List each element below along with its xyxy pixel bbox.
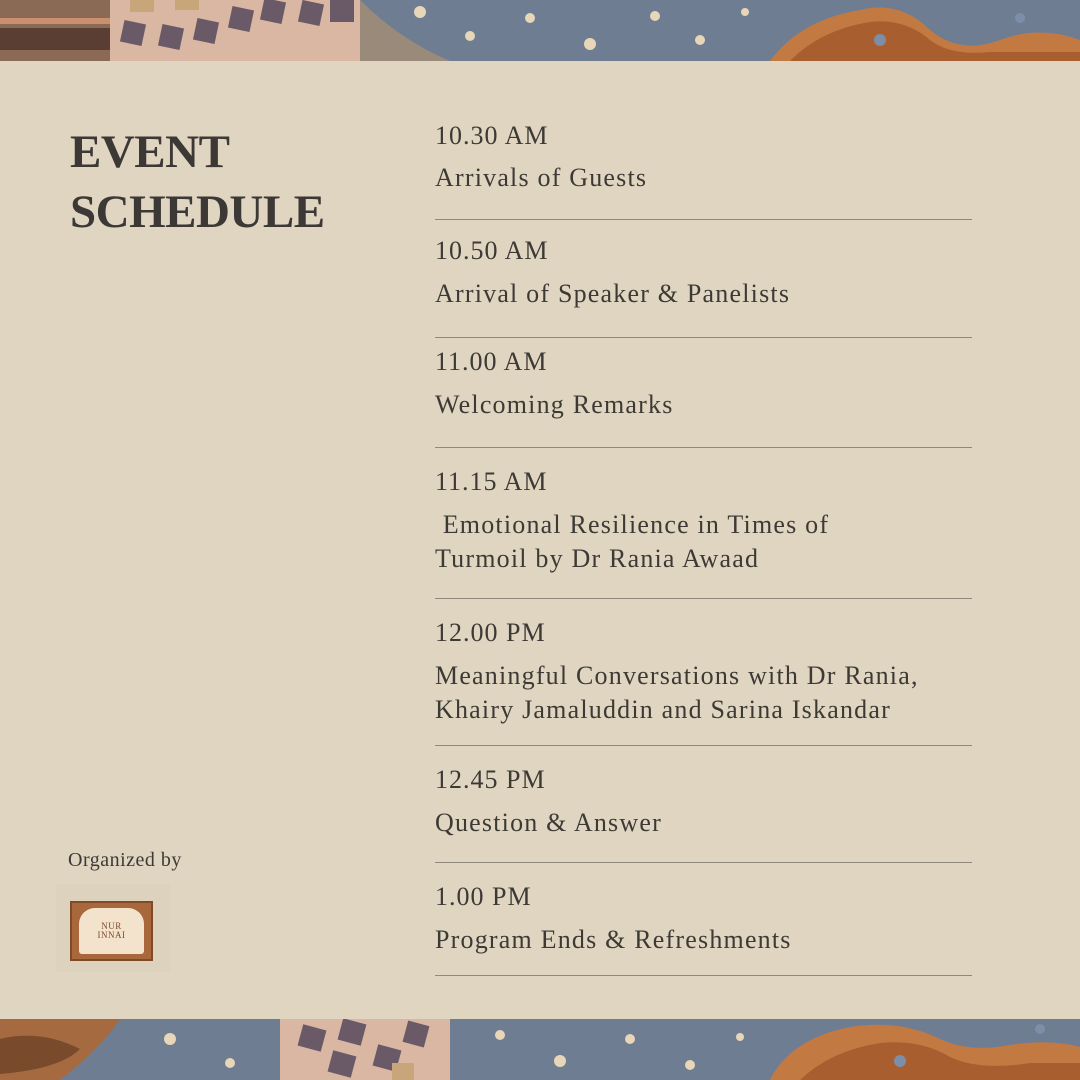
entry-time: 11.15 AM: [435, 467, 548, 496]
organized-by-label: Organized by: [68, 849, 182, 871]
page-title: [70, 122, 325, 242]
logo-text-line-1: NUR: [101, 921, 122, 931]
schedule-entry: [435, 863, 972, 976]
schedule-entry: [435, 599, 972, 746]
entry-description: Welcoming Remarks: [435, 390, 674, 419]
schedule-entry: [435, 116, 972, 220]
entry-time: 12.00 PM: [435, 618, 546, 647]
entry-description: Arrivals of Guests: [435, 163, 648, 192]
logo-arch: [79, 908, 144, 954]
title-line-1: EVENT: [70, 126, 230, 178]
schedule-entry: [435, 746, 972, 863]
title-line-2: SCHEDULE: [70, 186, 325, 238]
entry-time: 12.45 PM: [435, 765, 546, 794]
logo-text-line-2: INNAI: [97, 930, 126, 940]
top-decorative-band: [0, 0, 1080, 61]
entry-description: Meaningful Conversations with Dr Rania, Khairy Jamaluddin and Sarina Iskandar: [435, 661, 919, 724]
entry-description: Emotional Resilience in Times of Turmoil by Dr Rania Awaad: [435, 510, 830, 573]
schedule-entry: [435, 448, 972, 599]
organizer-logo: [70, 901, 153, 961]
entry-description: Question & Answer: [435, 808, 662, 837]
organizer-logo-area: [56, 884, 170, 972]
entry-description: Arrival of Speaker & Panelists: [435, 279, 791, 308]
schedule-entry: [435, 220, 972, 338]
entry-time: 10.30 AM: [435, 121, 549, 150]
entry-time: 1.00 PM: [435, 882, 532, 911]
mosaic-pattern-bottom: [0, 1019, 1080, 1080]
bottom-decorative-band: [0, 1019, 1080, 1080]
schedule-entry: [435, 338, 972, 448]
mosaic-pattern-top: [0, 0, 1080, 61]
entry-time: 10.50 AM: [435, 236, 549, 265]
entry-time: 11.00 AM: [435, 347, 548, 376]
entry-description: Program Ends & Refreshments: [435, 925, 792, 954]
schedule-list: [435, 116, 972, 976]
